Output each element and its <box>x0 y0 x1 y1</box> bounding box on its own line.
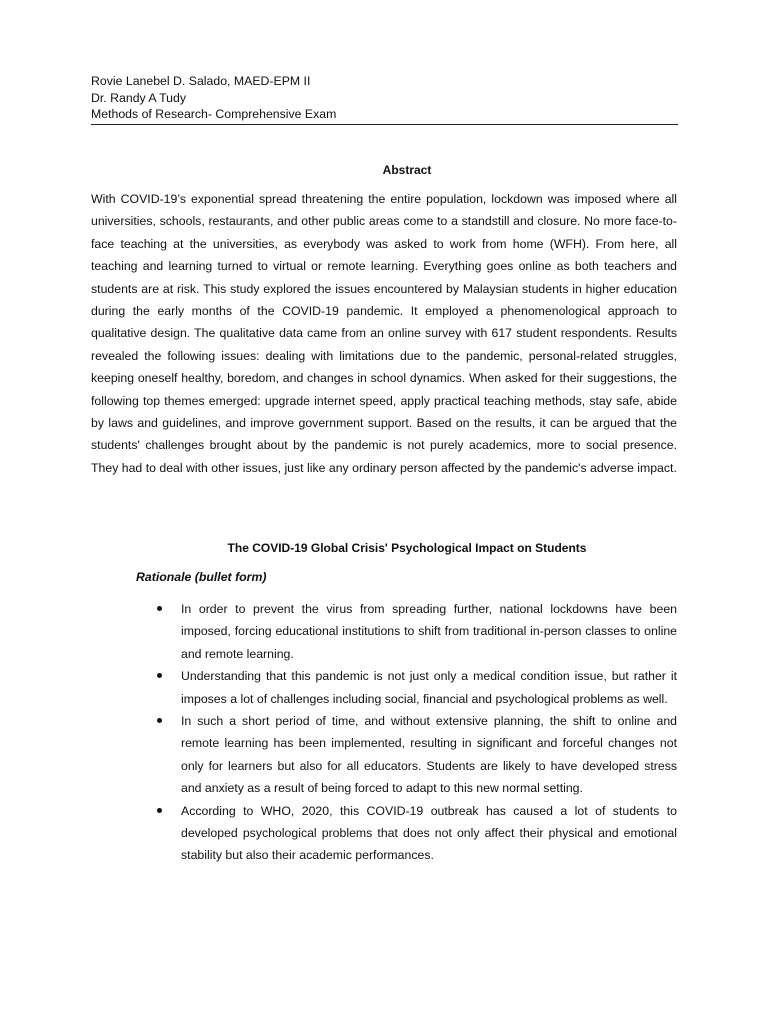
rationale-subheading: Rationale (bullet form) <box>136 570 267 584</box>
abstract-paragraph: With COVID-19’s exponential spread threatening the entire population, lockdown was imposed where all universities, schools, restaurants, and other public areas come to a standstill and closure. No more face-to-face teaching at the universities, as everybody was asked to work from home (WFH). From here, all teaching and learning turned to virtual or remote learning. Everything goes online as both teachers and students are at risk. This study explored the issues encountered by Malaysian students in higher education during the early months of the COVID-19 pandemic. It employed a phenomenological approach to qualitative design. The qualitative data came from an online survey with 617 student respondents. Results revealed the following issues: dealing with limitations due to the pandemic, personal-related struggles, keeping oneself healthy, boredom, and changes in school dynamics. When asked for their suggestions, the following top themes emerged: upgrade internet speed, apply practical teaching methods, stay safe, abide by laws and guidelines, and improve government support. Based on the results, it can be argued that the students' challenges brought about by the pandemic is not purely academics, more to social presence. They had to deal with other issues, just like any ordinary person affected by the pandemic's adverse impact. <box>91 192 677 475</box>
bullet-text: In order to prevent the virus from spreading further, national lockdowns have been imposed, forcing educational institutions to shift from traditional in-person classes to online and remote learning. <box>181 602 677 661</box>
bullet-icon <box>157 808 162 813</box>
bullet-text: Understanding that this pandemic is not just only a medical condition issue, but rather it imposes a lot of challenges including social, financial and psychological problems as well. <box>181 669 677 706</box>
bullet-icon <box>157 718 162 723</box>
bullet-text: In such a short period of time, and without extensive planning, the shift to online and remote learning has been implemented, resulting in significant and forceful changes not only for learners but also for all educators. Students are likely to have developed stress and anxiety as a result of being forced to adapt to this new normal setting. <box>181 714 677 796</box>
author-line: Rovie Lanebel D. Salado, MAED-EPM II <box>91 74 311 88</box>
section-heading: The COVID-19 Global Crisis' Psychological Impact on Students <box>227 541 587 555</box>
document-header <box>91 73 678 125</box>
bullet-item <box>181 598 677 665</box>
abstract-heading: Abstract <box>382 163 432 177</box>
bullet-item <box>181 800 677 867</box>
bullet-item <box>181 665 677 710</box>
instructor-line: Dr. Randy A Tudy <box>91 90 187 105</box>
bullet-icon <box>157 673 162 678</box>
rationale-bullet-list <box>181 598 677 867</box>
bullet-item <box>181 710 677 800</box>
bullet-text: According to WHO, 2020, this COVID-19 outbreak has caused a lot of students to developed psychological problems that does not only affect their physical and emotional stability but also their academic performances. <box>181 803 677 863</box>
bullet-icon <box>157 606 162 611</box>
course-line: Methods of Research- Comprehensive Exam <box>91 107 337 121</box>
